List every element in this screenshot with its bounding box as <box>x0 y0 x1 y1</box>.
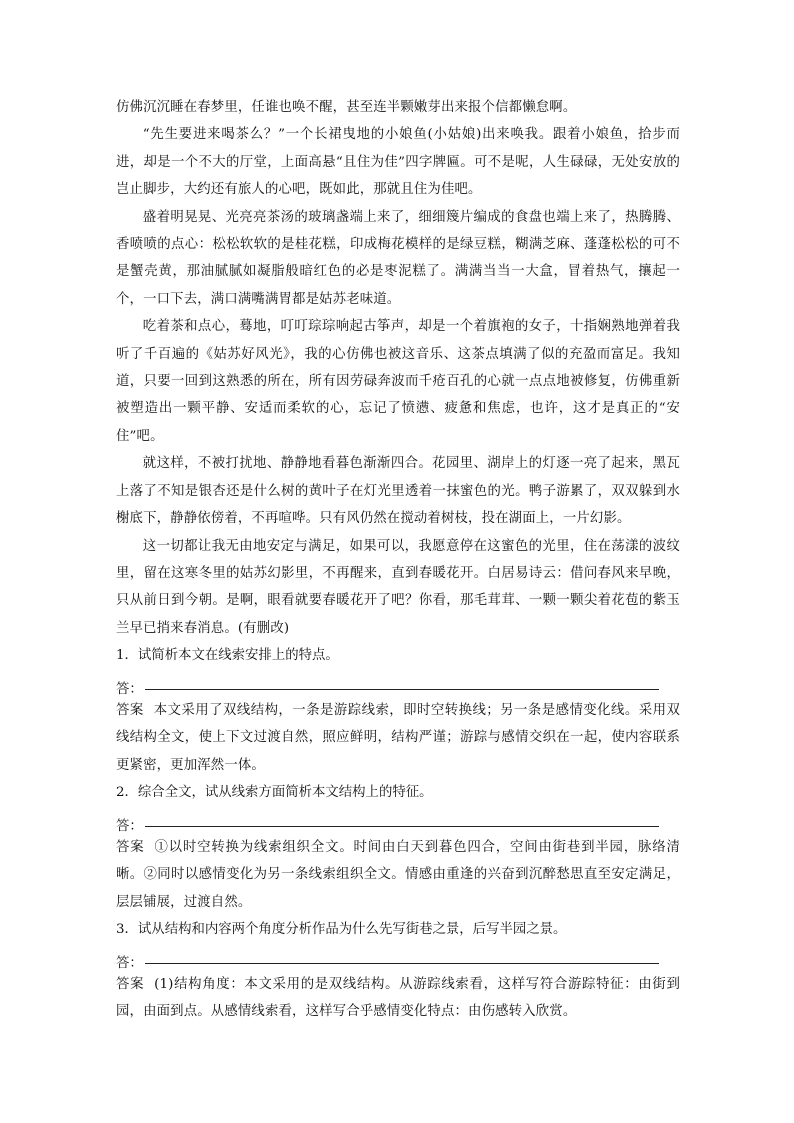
answer-underline <box>145 826 659 827</box>
question-1-prompt: 1．试简析本文在线索安排上的特点。 <box>116 648 339 664</box>
answer-label: 答： <box>116 818 143 834</box>
answer-underline <box>145 963 659 964</box>
question-3-prompt: 3．试从结构和内容两个角度分析作品为什么先写街巷之景，后写半园之景。 <box>116 922 567 938</box>
answer-tag: 答案 <box>116 702 144 718</box>
answer-label: 答： <box>116 681 143 697</box>
answer-label: 答： <box>116 955 143 971</box>
question-3-answer-field[interactable] <box>116 944 680 971</box>
answer-text: 本文采用了双线结构，一条是游踪线索，即时空转换线；另一条是感情变化线。采用双线结构全文，使上下文过渡自然，照应鲜明，结构严谨；游踪与感情交织在一起，使内容联系更紧密，更加浑然一体。 <box>116 702 680 773</box>
passage-paragraph-4: 吃着茶和点心，蓦地，叮叮琮琮响起古筝声，却是一个着旗袍的女子，十指娴熟地弹着我听了千百遍的《姑苏好风光》，我的心仿佛也被这音乐、这茶点填满了似的充盈而富足。我知道，只要一回到这熟悉的所在，所有因劳碌奔波而千疮百孔的心就一点点地被修复，仿佛重新被塑造出一颗平静、安适而柔软的心，忘记了愤懑、疲惫和焦虑，也许，这才是真正的“安住”吧。 <box>116 319 680 444</box>
question-2-prompt: 2．综合全文，试从线索方面简析本文结构上的特征。 <box>116 785 433 801</box>
passage-paragraph-1: 仿佛沉沉睡在春梦里，任谁也唤不醒，甚至连半颗嫩芽出来报个信都懒怠啊。 <box>116 100 577 115</box>
answer-underline <box>145 689 659 690</box>
question-3 <box>116 916 680 1026</box>
question-2 <box>116 779 680 916</box>
question-1 <box>116 642 680 779</box>
answer-text: (1)结构角度：本文采用的是双线结构。从游踪线索看，这样写符合游踪特征：由街到园，由面到点。从感情线索看，这样写合乎感情变化特点：由伤感转入欣赏。 <box>116 976 680 1020</box>
question-1-answer <box>116 697 680 779</box>
question-2-answer <box>116 834 680 916</box>
question-1-answer-field[interactable] <box>116 670 680 697</box>
passage-paragraph-3: 盛着明晃晃、光亮亮茶汤的玻璃盏端上来了，细细篾片编成的食盘也端上来了，热腾腾、香喷喷的点心：松松软软的是桂花糕，印成梅花模样的是绿豆糕，糊满芝麻、蓬蓬松松的可不是蟹壳黄，那油腻腻如凝脂般暗红色的必是枣泥糕了。满满当当一大盒，冒着热气，攘起一个，一口下去，满口满嘴满胃都是姑苏老味道。 <box>116 209 680 307</box>
document-page <box>116 94 680 1026</box>
answer-tag: 答案 <box>116 976 145 992</box>
answer-tag: 答案 <box>116 839 145 855</box>
passage-paragraph-5: 就这样，不被打扰地、静静地看暮色渐渐四合。花园里、湖岸上的灯逐一亮了起来，黑瓦上落了不知是银杏还是什么树的黄叶子在灯光里透着一抹蜜色的光。鸭子游累了，双双躲到水榭底下，静静依傍着，不再喧哗。只有风仍然在搅动着树枝，投在湖面上，一片幻影。 <box>116 456 680 527</box>
passage-paragraph-2: “先生要进来喝茶么？”一个长裙曳地的小娘鱼(小姑娘)出来唤我。跟着小娘鱼，拾步而进，却是一个不大的厅堂，上面高悬“且住为佳”四字牌匾。可不是呢，人生碌碌，无处安放的岂止脚步，大约还有旅人的心吧，既如此，那就且住为佳吧。 <box>116 127 680 198</box>
answer-text: ①以时空转换为线索组织全文。时间由白天到暮色四合，空间由街巷到半园，脉络清晰。②同时以感情变化为另一条线索组织全文。情感由重逢的兴奋到沉醉愁思直至安定满足，层层铺展，过渡自然。 <box>116 839 680 910</box>
question-2-answer-field[interactable] <box>116 807 680 834</box>
question-3-answer <box>116 971 680 1026</box>
passage-paragraph-6: 这一切都让我无由地安定与满足，如果可以，我愿意停在这蜜色的光里，住在荡漾的波纹里，留在这寒冬里的姑苏幻影里，不再醒来，直到春暖花开。白居易诗云：借问春风来早晚，只从前日到今朝。是啊，眼看就要春暖花开了吧？你看，那毛茸茸、一颗一颗尖着花苞的紫玉兰早已捎来春消息。(有删改) <box>116 538 680 636</box>
